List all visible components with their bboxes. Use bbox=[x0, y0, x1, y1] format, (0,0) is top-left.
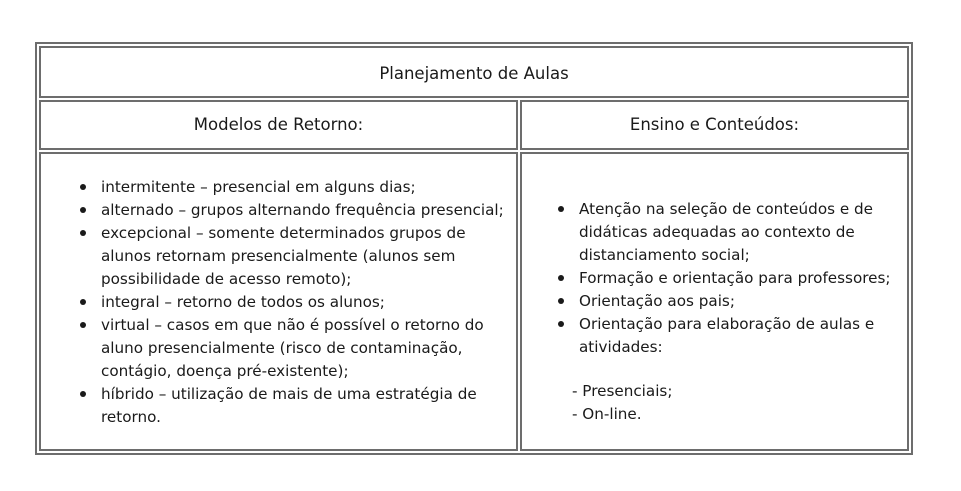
list-item: virtual – casos em que não é possível o retorno do aluno presencialmente (risco de contaminação, contágio, doença pré-existente); bbox=[101, 314, 515, 383]
list-item: Atenção na seleção de conteúdos e de didáticas adequadas ao contexto de distanciamento social; bbox=[579, 198, 899, 267]
teaching-content-list bbox=[579, 198, 899, 359]
column-header-return-models bbox=[39, 100, 518, 150]
table-title: Planejamento de Aulas bbox=[379, 63, 569, 83]
teaching-content-cell bbox=[520, 152, 909, 451]
table-title-cell bbox=[39, 46, 909, 98]
bullet-icon bbox=[80, 230, 86, 236]
bullet-icon bbox=[80, 322, 86, 328]
bullet-icon bbox=[558, 321, 564, 327]
column-header-teaching-content bbox=[520, 100, 909, 150]
list-item: Formação e orientação para professores; bbox=[579, 267, 899, 290]
list-item: híbrido – utilização de mais de uma estratégia de retorno. bbox=[101, 383, 515, 429]
list-item: alternado – grupos alternando frequência presencial; bbox=[101, 199, 515, 222]
list-item: Orientação para elaboração de aulas e atividades: bbox=[579, 313, 899, 359]
bullet-icon bbox=[80, 299, 86, 305]
sub-item-online: - On-line. bbox=[572, 405, 642, 423]
column-header-label: Ensino e Conteúdos: bbox=[629, 114, 800, 134]
list-item: integral – retorno de todos os alunos; bbox=[101, 291, 515, 314]
sub-item-presencial: - Presenciais; bbox=[572, 382, 673, 400]
list-item: intermitente – presencial em alguns dias; bbox=[101, 176, 515, 199]
bullet-icon bbox=[558, 275, 564, 281]
bullet-icon bbox=[80, 184, 86, 190]
column-header-label: Modelos de Retorno: bbox=[193, 114, 364, 134]
list-item: excepcional – somente determinados grupos de alunos retornam presencialmente (alunos sem possibilidade de acesso remoto); bbox=[101, 222, 515, 291]
bullet-icon bbox=[558, 298, 564, 304]
planning-table bbox=[35, 42, 913, 455]
bullet-icon bbox=[558, 206, 564, 212]
return-models-cell bbox=[39, 152, 518, 451]
list-item: Orientação aos pais; bbox=[579, 290, 899, 313]
bullet-icon bbox=[80, 207, 86, 213]
bullet-icon bbox=[80, 391, 86, 397]
return-models-list bbox=[101, 176, 515, 429]
